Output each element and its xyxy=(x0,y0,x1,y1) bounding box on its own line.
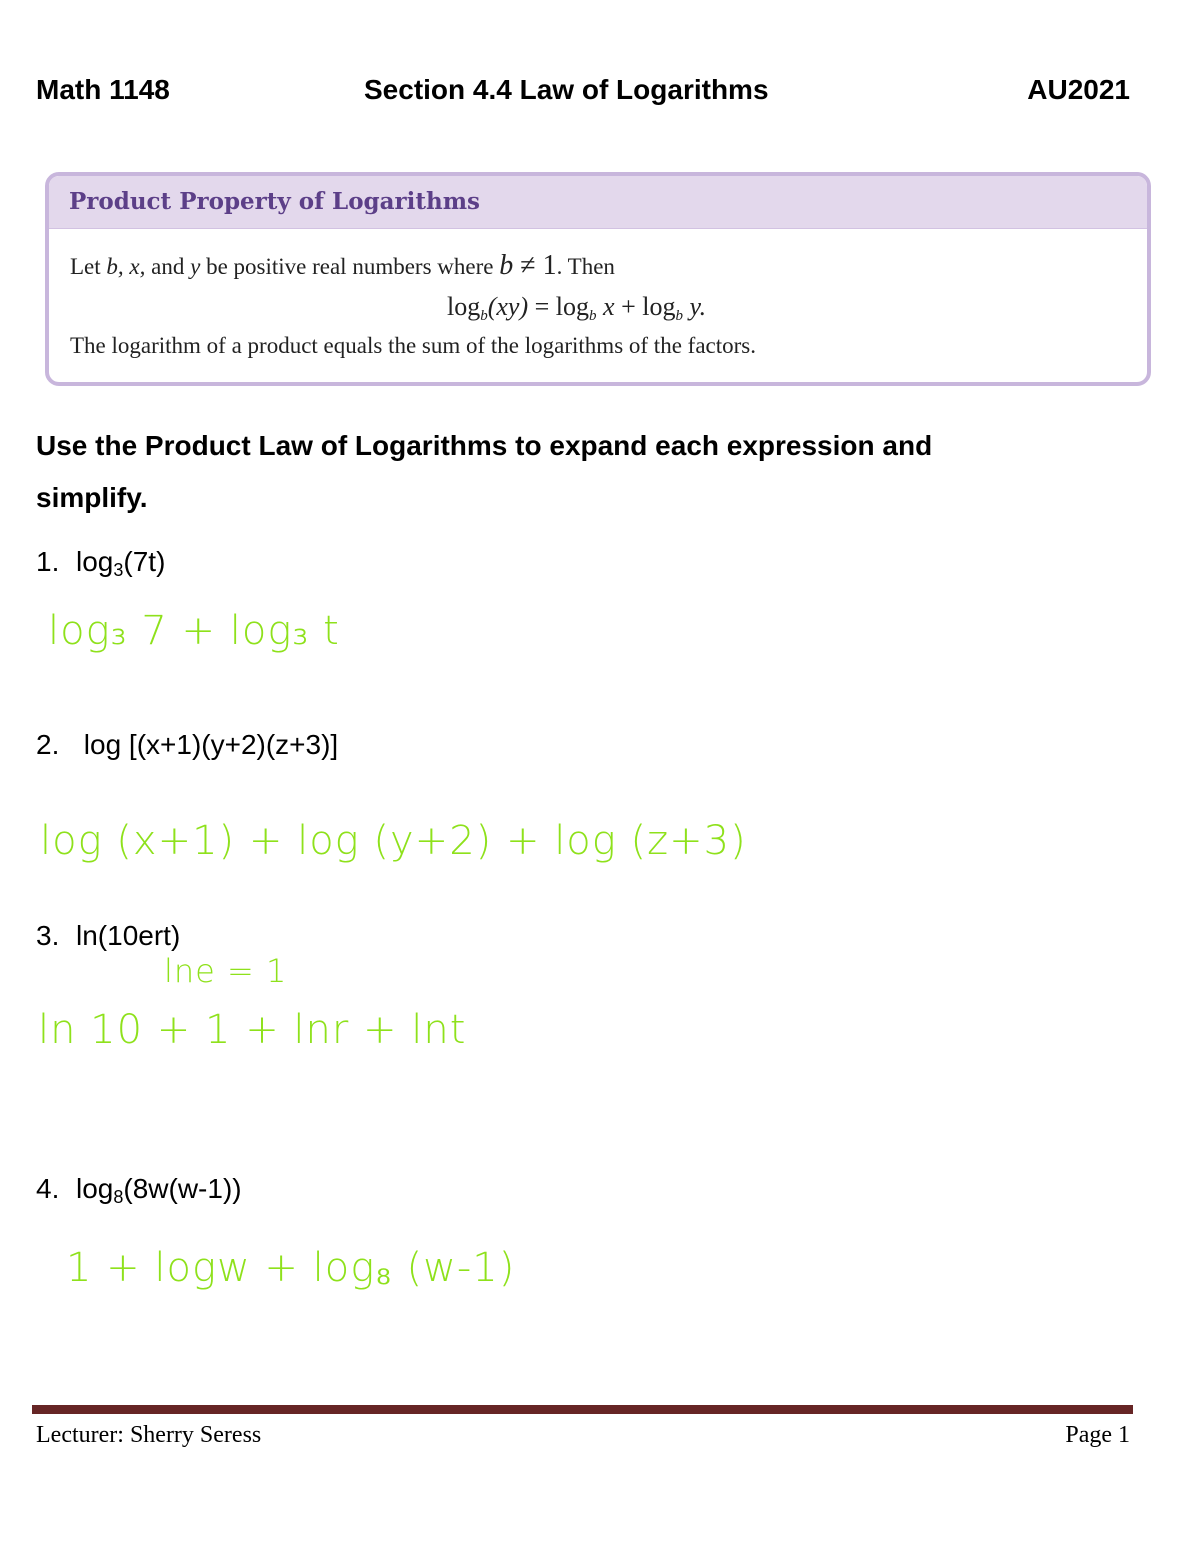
handwritten-answer-4: 1 + logw + log₈ (w-1) xyxy=(66,1245,516,1291)
problem-4: 4. $\log_8(8w(w-1))$ xyxy=(36,1173,242,1207)
product-property-box xyxy=(45,172,1151,386)
page-number: Page 1 xyxy=(1065,1422,1130,1448)
handwritten-note-3: lne = 1 xyxy=(164,952,288,990)
problem-number: 1. xyxy=(36,546,60,577)
section-title: Section 4.4 Law of Logarithms xyxy=(364,74,769,105)
lecturer-name: Lecturer: Sherry Seress xyxy=(36,1422,262,1448)
handwritten-answer-2: log (x+1) + log (y+2) + log (z+3) xyxy=(40,818,747,864)
problem-1: 1. $\log_3(7t)$ xyxy=(36,546,166,580)
handwritten-answer-3: ln 10 + 1 + lnr + lnt xyxy=(38,1007,467,1053)
handwritten-answer-1: log₃ 7 + log₃ t xyxy=(48,608,340,654)
problem-number: 2. xyxy=(36,729,60,760)
product-formula: $\log_b(xy) = \log_b x + \log_b y$. xyxy=(447,292,707,324)
term-label: AU2021 xyxy=(1027,74,1130,105)
problem-3: 3. ln(10ert) xyxy=(36,920,181,951)
property-intro: Let b, x, and y be positive real numbers where b ≠ 1. Then xyxy=(70,250,615,281)
page-header xyxy=(36,74,1130,114)
property-box-header xyxy=(49,176,1147,229)
problem-number: 4. xyxy=(36,1173,60,1204)
footer-divider xyxy=(32,1405,1133,1414)
property-statement: The logarithm of a product equals the sum of the logarithms of the factors. xyxy=(70,333,756,358)
instructions: Use the Product Law of Logarithms to expand each expression and simplify. xyxy=(36,430,933,513)
property-title: Product Property of Logarithms xyxy=(69,188,481,215)
course-code: Math 1148 xyxy=(36,74,170,105)
problem-2: 2. log [(x+1)(y+2)(z+3)] xyxy=(36,729,339,760)
problem-number: 3. xyxy=(36,920,60,951)
